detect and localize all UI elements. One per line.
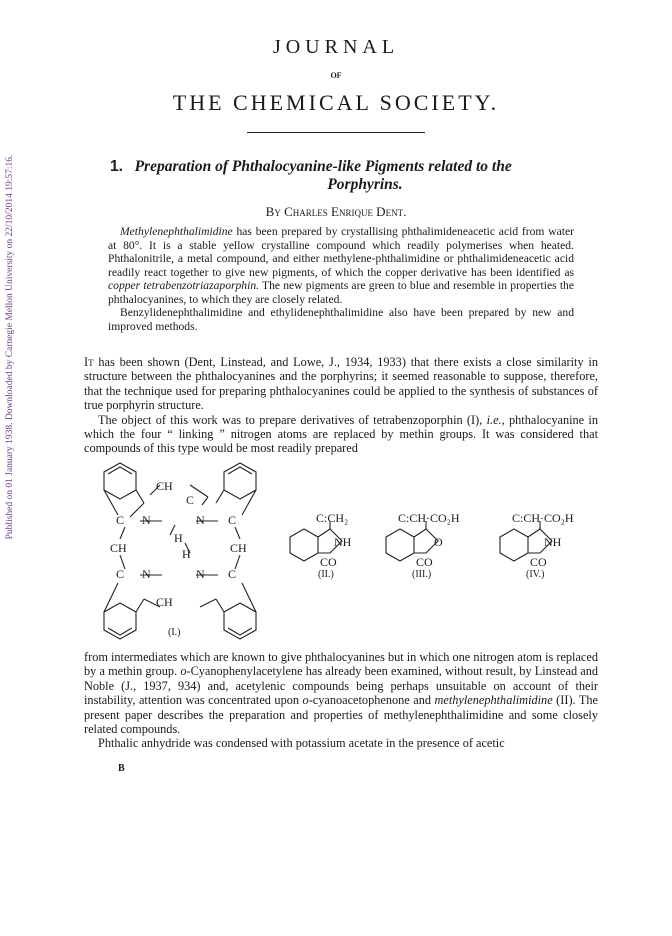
abstract-term2: copper tetrabenzotriazaporphin. [108,279,260,292]
journal-society: THE CHEMICAL SOCIETY. [172,90,500,115]
abstract [108,225,574,333]
body-p3-o2: o [302,693,309,708]
iv-top: C:CH·CO₂H [512,511,574,525]
i-c-tr: C [228,513,237,527]
i-ch-left: CH [110,541,127,555]
ii-top: C:CH₂ [316,511,349,525]
i-h-bottom: H [182,547,191,561]
body-paragraph-1 [84,355,598,413]
body-paragraph-2 [84,413,598,456]
i-c-mid-top: C [186,493,195,507]
body-paragraph-3 [84,650,598,736]
iv-caption: (IV.) [526,569,545,580]
lead-word: It [84,355,94,369]
journal-of: OF [330,71,342,80]
download-notice [2,110,18,590]
article-title-line1: Preparation of Phthalocyanine-like Pigments related to the [134,158,512,175]
article-title [110,158,590,194]
ii-caption: (II.) [318,569,334,580]
body-p3-c: -cyanoacetophenone and [308,693,435,708]
body-p1-text: has been shown (Dent, Linstead, and Lowe, J., 1934, 1933) that there exists a close similarity in structure between the phthalocyanines and the porphyrins; it seemed reasonable to suppose, therefore, that the technique used for preparing phthalocyanines could be applied to the synthesis of substances of true porphyrin structure. [84,355,598,413]
i-h-top: H [174,531,183,545]
i-caption: (I.) [168,627,181,638]
ii-hetero: NH [334,535,352,549]
iii-bottom: CO [416,555,433,569]
body-p3-a: from intermediates which are known to give phthalocyanines but in which one nitrogen atom is replaced by a methin group. [84,650,598,679]
i-ch-right: CH [230,541,247,555]
abstract-paragraph-1 [108,225,574,306]
article-title-line2: Porphyrins. [327,176,403,193]
ii-bottom: CO [320,555,337,569]
i-n-tr: N [196,513,205,527]
i-ch-bottom: CH [156,595,173,609]
i-c-br: C [228,567,237,581]
structure-figure [90,455,610,647]
body-intro [84,355,598,456]
body-p2-ie: i.e. [486,412,502,427]
article-author: By Charles Enrique Dent. [265,204,407,219]
body-p2-a: The object of this work was to prepare derivatives of tetrabenzoporphin (I), [98,412,487,427]
abstract-term: Methylenephthalimidine [120,225,233,238]
download-notice-text: Published on 01 January 1938. Downloaded by Carnegie Mellon University on 22/10/2014 19:57:16. [5,154,15,540]
abstract-text-a: has been prepared by crystallising phthalimideneacetic acid from water at 80°. It is a stable yellow crystalline compound which readily polymerises when heated. Phthalonitrile, a metal compound, and either methylene-phthalimidine or phthalimideneacetic acid readily react together to give new pigments, of which the copper derivative has been identified as [108,225,574,279]
body-p3-b: -Cyanophenylacetylene has already been examined, without result, by Linstead and Noble (J., 1937, 934) and, acetylenic compounds being perhaps unsuitable on account of their instability, attention was concentrated upon [84,664,599,708]
journal-title: JOURNAL [272,36,400,58]
body-p3-term: methylenephthalimidine [434,693,553,708]
iv-hetero: NH [544,535,562,549]
i-n-tl: N [142,513,151,527]
article-number: 1. [110,158,123,175]
i-ch-top: CH [156,479,173,493]
iii-hetero: O [434,535,443,549]
abstract-text-b: The new pigments are green to blue and resemble in properties the phthalocyanines, to which they are closely related. [108,279,574,306]
iii-caption: (III.) [412,569,432,580]
body-p3-o1: o [180,664,187,679]
iv-bottom: CO [530,555,547,569]
body-p3-d: (II). The present paper describes the preparation and properties of methylenephthalimidine and some closely related compounds. [84,693,599,737]
signature-mark: B [118,763,125,774]
body-paragraph-4: Phthalic anhydride was condensed with potassium acetate in the presence of acetic [98,736,505,751]
i-c-tl: C [116,513,125,527]
header-rule [247,132,425,133]
body-continued [84,650,598,751]
abstract-paragraph-2: Benzylidenephthalimidine and ethylidenephthalimidine also have been prepared by new and improved methods. [108,306,574,333]
i-n-br: N [196,567,205,581]
i-c-bl: C [116,567,125,581]
i-n-bl: N [142,567,151,581]
iii-top: C:CH·CO₂H [398,511,460,525]
body-p2-b: , phthalocyanine in which the four “ linking ” nitrogen atoms are replaced by methin groups. It was considered that compounds of this type would be most readily prepared [84,412,598,456]
